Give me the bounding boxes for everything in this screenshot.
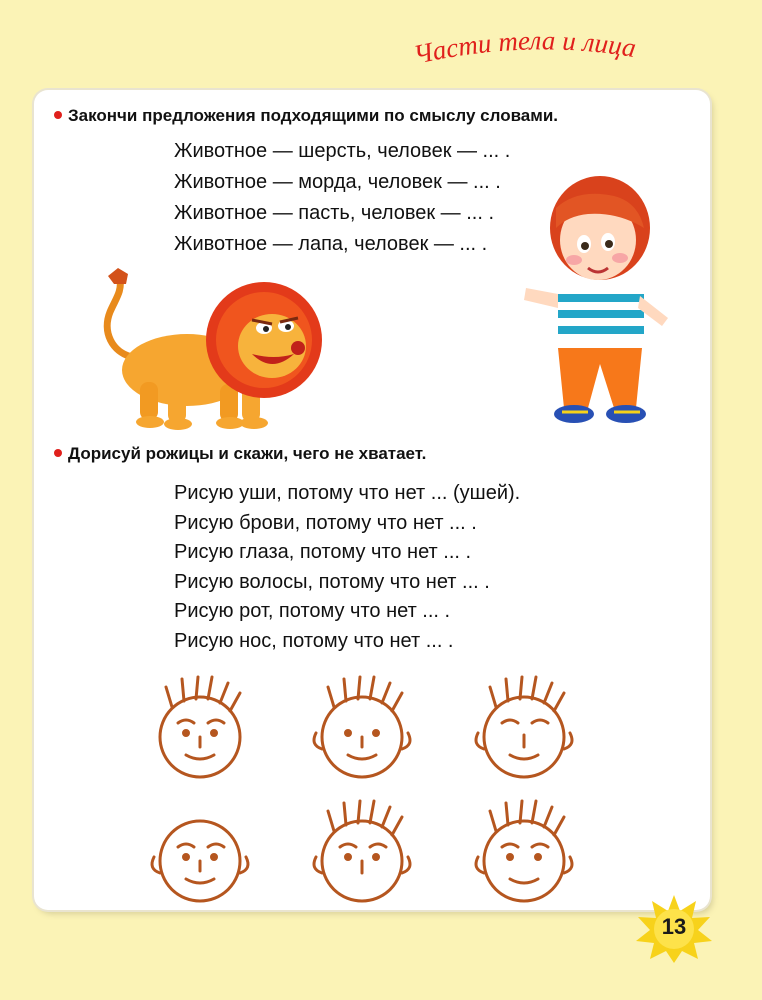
- task2-sentence: Рисую нос, потому что нет ... .: [174, 629, 454, 652]
- face-missing-eyes: [476, 677, 572, 777]
- task1-sentence: Животное — пасть, человек — ... .: [174, 202, 494, 224]
- task2-sentence-list: [174, 479, 520, 656]
- task2-sentence: Рисую глаза, потому что нет ... .: [174, 541, 472, 563]
- lion-illustration: [92, 262, 342, 434]
- face-missing-mouth: [314, 801, 410, 901]
- task2-sentence: Рисую рот, потому что нет ... .: [174, 600, 451, 622]
- task1-sentence: Животное — лапа, человек — ... .: [174, 233, 488, 255]
- task2-sentence: Рисую уши, потому что нет ... (ушей).: [174, 482, 521, 504]
- bullet-icon: [54, 111, 62, 119]
- task1-sentence-list: [174, 136, 510, 260]
- face-missing-hair: [152, 821, 248, 901]
- page-number: 13: [661, 914, 687, 939]
- face-missing-ears: [160, 677, 240, 777]
- face-missing-brows: [314, 677, 410, 777]
- bullet-icon: [54, 449, 62, 457]
- task1-sentence: Животное — морда, человек — ... .: [174, 171, 501, 193]
- boy-illustration: [518, 168, 678, 430]
- task2-sentence: Рисую брови, потому что нет ... .: [174, 511, 477, 534]
- header-title-svg: [408, 22, 698, 92]
- task1-sentence: Животное — шерсть, человек — ... .: [174, 140, 511, 162]
- faces-drawing-area: [140, 665, 580, 905]
- task2-heading: [54, 444, 426, 464]
- task2-heading-text: Дорисуй рожицы и скажи, чего не хватает.: [68, 444, 427, 463]
- task1-heading: [54, 106, 558, 126]
- task1-heading-text: Закончи предложения подходящими по смыслу словами.: [68, 106, 559, 125]
- page-section-title: Части тела и лица: [411, 25, 639, 70]
- face-missing-nose: [476, 801, 572, 901]
- task2-sentence: Рисую волосы, потому что нет ... .: [174, 570, 490, 593]
